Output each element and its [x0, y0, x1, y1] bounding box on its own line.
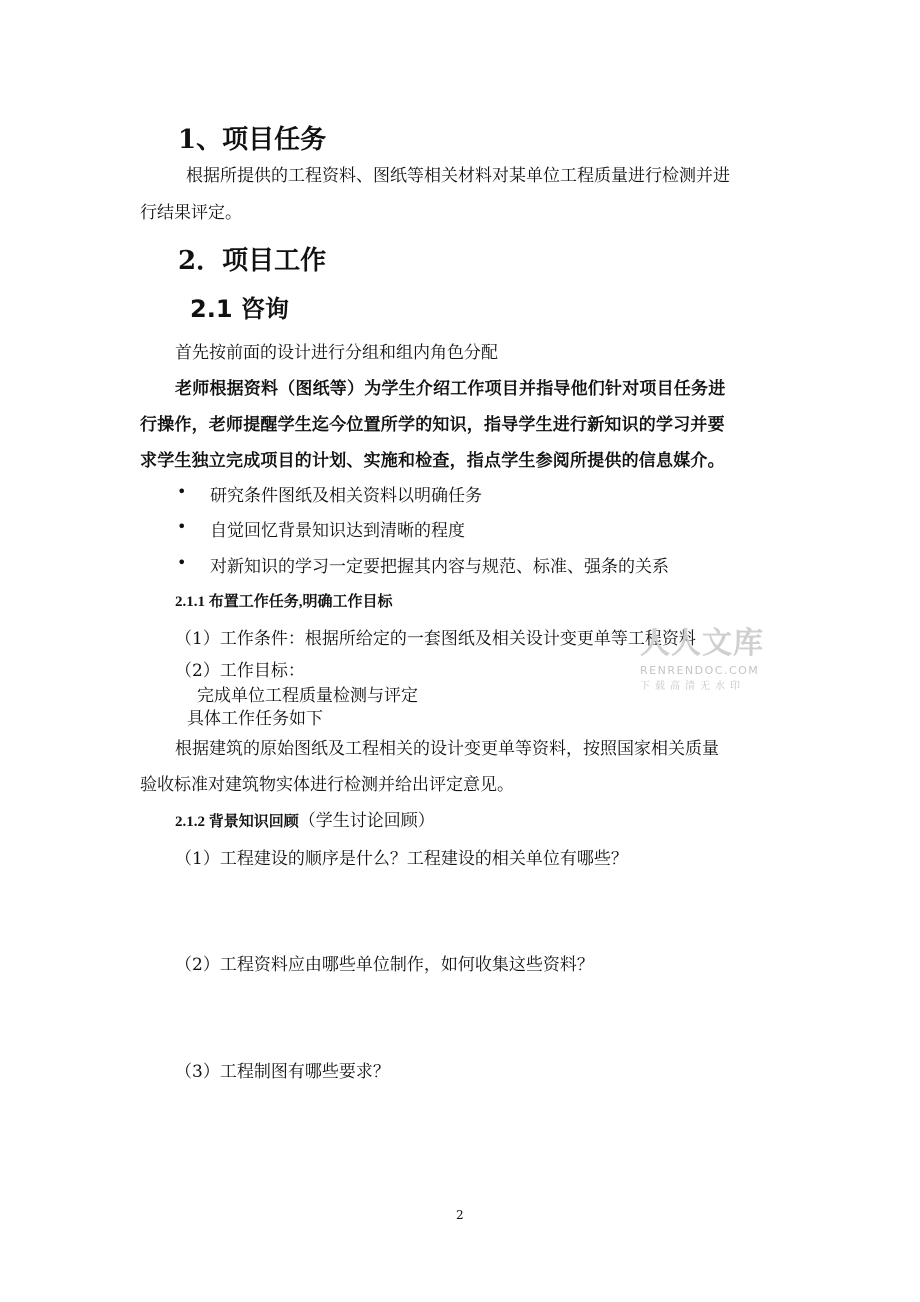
section-1-paragraph-line-1: 根据所提供的工程资料、图纸等相关材料对某单位工程质量进行检测并进 — [186, 166, 730, 186]
section-2-heading: 2．项目工作 — [178, 246, 327, 276]
bullet-marker: • — [177, 553, 187, 572]
teacher-paragraph-line-1: 老师根据资料（图纸等）为学生介绍工作项目并指导他们针对项目任务进 — [175, 379, 726, 399]
watermark-url: RENRENDOC.COM — [640, 664, 760, 677]
teacher-paragraph-line-2: 行操作，老师提醒学生迄今位置所学的知识，指导学生进行新知识的学习并要 — [140, 415, 725, 435]
watermark — [640, 618, 764, 692]
section-1-paragraph-line-2: 行结果评定。 — [140, 203, 242, 223]
task-intro: 具体工作任务如下 — [187, 709, 323, 729]
question-3: （3）工程制图有哪些要求？ — [175, 1062, 390, 1082]
bullet-item: 研究条件图纸及相关资料以明确任务 — [210, 486, 482, 506]
question-1: （1）工程建设的顺序是什么？工程建设的相关单位有哪些？ — [175, 849, 628, 869]
section-2-1-2-heading-note: （学生讨论回顾） — [298, 811, 435, 831]
section-2-1-1-heading: 2.1.1 布置工作任务,明确工作目标 — [175, 594, 393, 610]
task-description-line-2: 验收标准对建筑物实体进行检测并给出评定意见。 — [140, 775, 514, 795]
teacher-paragraph-line-3: 求学生独立完成项目的计划、实施和检查，指点学生参阅所提供的信息媒介。 — [140, 451, 725, 471]
question-2: （2）工程资料应由哪些单位制作，如何收集这些资料？ — [175, 955, 594, 975]
task-description-line-1: 根据建筑的原始图纸及工程相关的设计变更单等资料，按照国家相关质量 — [175, 739, 719, 759]
bullet-item: 对新知识的学习一定要把握其内容与规范、标准、强条的关系 — [210, 557, 669, 577]
page-number: 2 — [456, 1208, 464, 1222]
work-goal-detail: 完成单位工程质量检测与评定 — [197, 686, 418, 706]
watermark-tagline: 下载高清无水印 — [640, 681, 745, 692]
bullet-marker: • — [177, 482, 187, 501]
section-2-1-2-heading-bold: 2.1.2 背景知识回顾 — [175, 814, 299, 830]
section-2-1-heading: 2.1 咨询 — [190, 295, 289, 323]
section-2-1-2-heading — [175, 806, 435, 831]
bullet-marker: • — [177, 517, 187, 536]
bullet-item: 自觉回忆背景知识达到清晰的程度 — [210, 521, 465, 541]
work-goal-label: （2）工作目标： — [175, 661, 305, 681]
section-1-heading: 1、项目任务 — [178, 125, 327, 155]
watermark-brand: 人人文库 — [640, 626, 764, 661]
grouping-line: 首先按前面的设计进行分组和组内角色分配 — [175, 343, 498, 363]
work-conditions: （1）工作条件：根据所给定的一套图纸及相关设计变更单等工程资料 — [175, 629, 696, 649]
